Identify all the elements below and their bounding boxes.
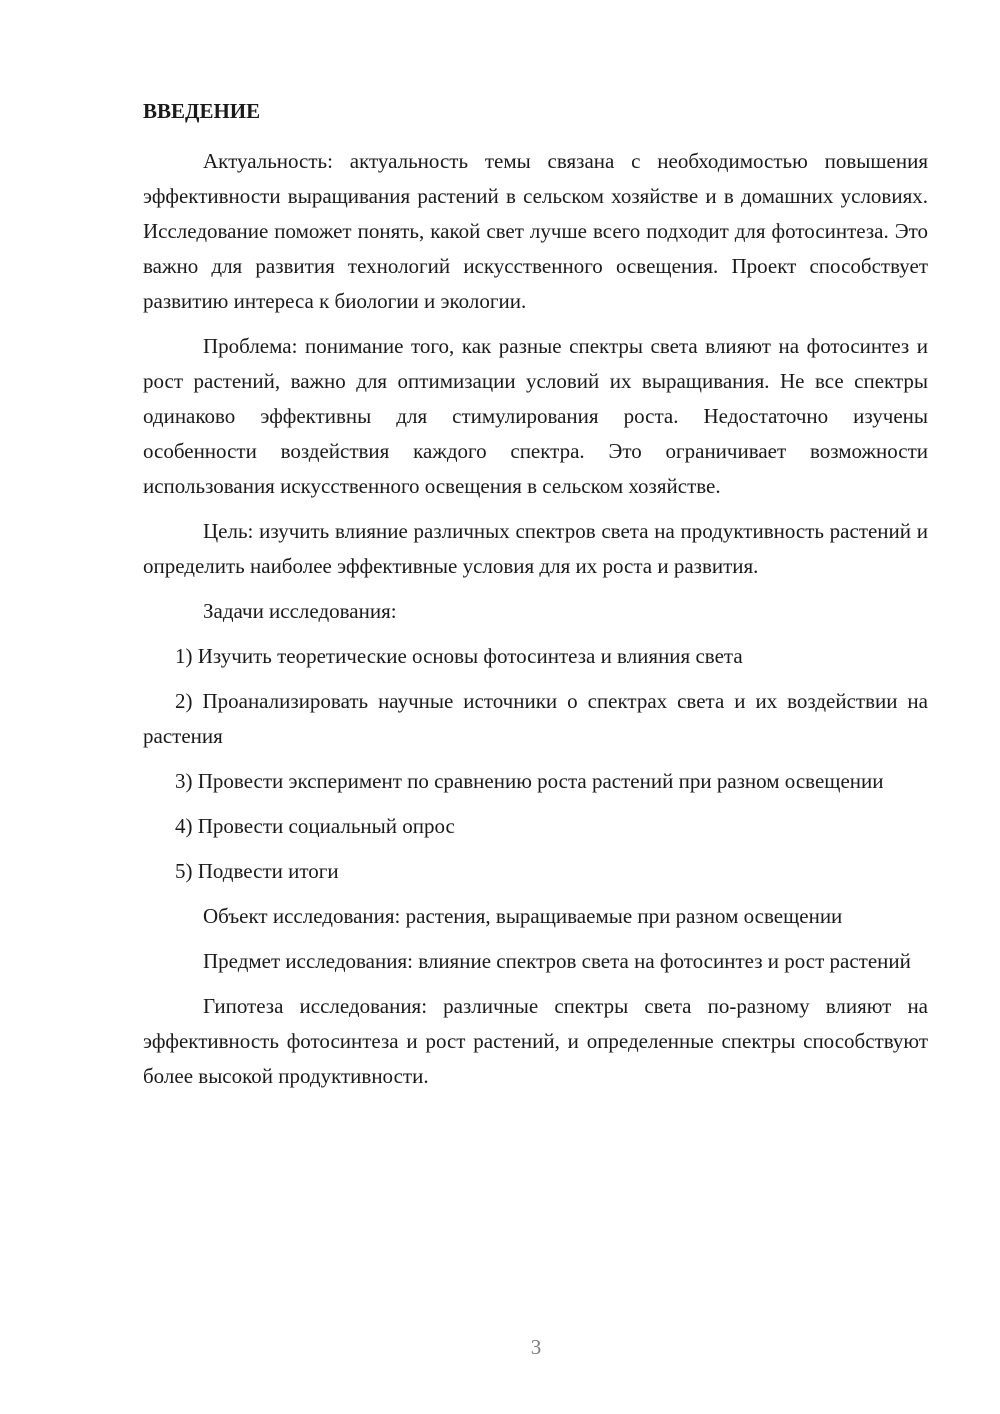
- tasks-title: Задачи исследования:: [203, 599, 397, 623]
- document-page: [143, 94, 928, 1104]
- problem-paragraph: Проблема: понимание того, как разные спектры света влияют на фотосинтез и рост растений, важно для оптимизации условий их выращивания. Не все спектры одинаково эффективны для стимулирования роста. Недостаточно изучены особенности воздействия каждого спектра. Это ограничивает возможности использования искусственного освещения в сельском хозяйстве.: [143, 334, 928, 498]
- task-item-1: 1) Изучить теоретические основы фотосинтеза и влияния света: [175, 644, 743, 668]
- task-item-3: 3) Провести эксперимент по сравнению роста растений при разном освещении: [175, 769, 884, 793]
- task-item-2: 2) Проанализировать научные источники о спектрах света и их воздействии на растения: [143, 689, 928, 748]
- task-item-5: 5) Подвести итоги: [175, 859, 339, 883]
- goal-paragraph: Цель: изучить влияние различных спектров света на продуктивность растений и определить наиболее эффективные условия для их роста и развития.: [143, 519, 928, 578]
- hypothesis-paragraph: Гипотеза исследования: различные спектры света по-разному влияют на эффективность фотосинтеза и рост растений, и определенные спектры способствуют более высокой продуктивности.: [143, 994, 928, 1088]
- page-number: 3: [530, 1335, 542, 1359]
- relevance-paragraph: Актуальность: актуальность темы связана с необходимостью повышения эффективности выращивания растений в сельском хозяйстве и в домашних условиях. Исследование поможет понять, какой свет лучше всего подходит для фотосинтеза. Это важно для развития технологий искусственного освещения. Проект способствует развитию интереса к биологии и экологии.: [143, 149, 928, 313]
- task-item-4: 4) Провести социальный опрос: [175, 814, 455, 838]
- section-heading: ВВЕДЕНИЕ: [143, 99, 261, 123]
- object-paragraph: Объект исследования: растения, выращиваемые при разном освещении: [203, 904, 843, 928]
- subject-paragraph: Предмет исследования: влияние спектров света на фотосинтез и рост растений: [203, 949, 911, 973]
